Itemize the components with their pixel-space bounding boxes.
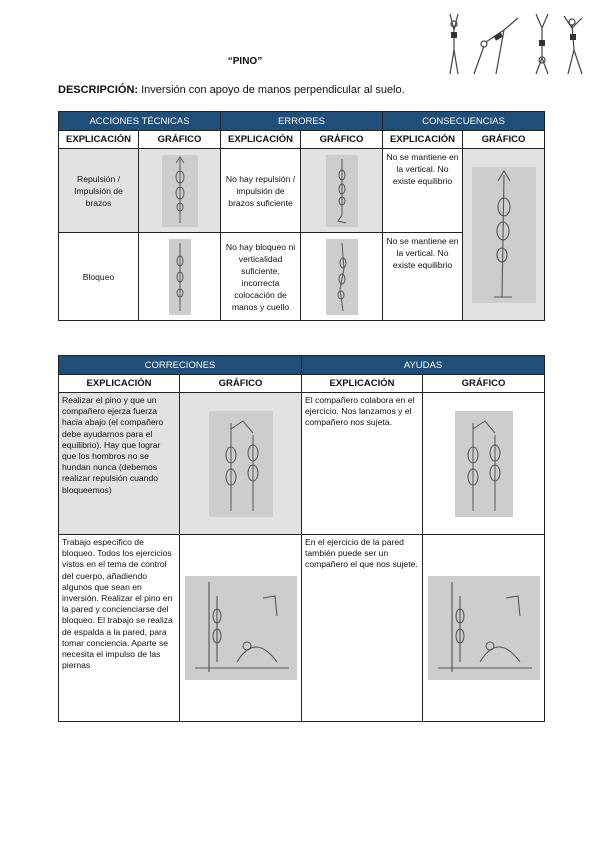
- help-graphic-cell: [423, 535, 545, 722]
- handstand-sketch-image: [326, 239, 358, 315]
- action-cell: Repulsión / Impulsión de brazos: [59, 149, 139, 233]
- error-graphic-cell: [301, 233, 383, 321]
- subheader-explicacion: EXPLICACIÓN: [383, 131, 463, 149]
- page-title: “PINO”: [227, 56, 263, 67]
- subheader-explicacion: EXPLICACIÓN: [59, 131, 139, 149]
- header-figure-sequence: [444, 10, 586, 80]
- action-cell: Bloqueo: [59, 233, 139, 321]
- subheader-explicacion: EXPLICACIÓN: [221, 131, 301, 149]
- handstand-sketch-image: [162, 155, 198, 227]
- description: [58, 84, 405, 96]
- consequence-cell: No se mantiene en la vertical. No existe equilibrio: [383, 149, 463, 233]
- handstand-sketch-image: [326, 155, 358, 227]
- partner-handstand-sketch-image: [209, 411, 273, 517]
- subheader-explicacion: EXPLICACIÓN: [59, 375, 180, 393]
- wall-handstand-sketch-image: [428, 576, 540, 680]
- error-cell: No hay repulsión / impulsión de brazos suficiente: [221, 149, 301, 233]
- corrections-help-table: [58, 355, 545, 722]
- correction-graphic-cell: [180, 393, 302, 535]
- subheader-grafico: GRÁFICO: [423, 375, 545, 393]
- subheader-grafico: GRÁFICO: [139, 131, 221, 149]
- header-ayudas: AYUDAS: [302, 356, 545, 375]
- error-graphic-cell: [301, 149, 383, 233]
- subheader-grafico: GRÁFICO: [301, 131, 383, 149]
- subheader-explicacion: EXPLICACIÓN: [302, 375, 423, 393]
- consequence-graphic-cell: [463, 149, 545, 321]
- description-text: Inversión con apoyo de manos perpendicular al suelo.: [138, 84, 405, 96]
- header-consecuencias: CONSECUENCIAS: [383, 112, 545, 131]
- action-graphic-cell: [139, 233, 221, 321]
- technique-table: [58, 111, 545, 321]
- header-correciones: CORRECIONES: [59, 356, 302, 375]
- handstand-sketch-image: [472, 167, 536, 303]
- header-acciones-tecnicas: ACCIONES TÉCNICAS: [59, 112, 221, 131]
- help-cell: El compañero colabora en el ejercicio. Nos lanzamos y el compañero nos sujeta.: [302, 393, 423, 535]
- subheader-grafico: GRÁFICO: [180, 375, 302, 393]
- header-errores: ERRORES: [221, 112, 383, 131]
- description-label: DESCRIPCIÓN:: [58, 84, 139, 96]
- correction-cell: Realizar el pino y que un compañero ejerza fuerza hacia abajo (el compañero debe ayudarnos para el equilibrio). Hay que lograr que los hombros no se hundan nunca (debemos realizar repulsión cuando bloqueemos): [59, 393, 180, 535]
- help-cell: En el ejercicio de la pared también puede ser un compañero el que nos sujete.: [302, 535, 423, 722]
- help-graphic-cell: [423, 393, 545, 535]
- action-graphic-cell: [139, 149, 221, 233]
- handstand-sketch-image: [169, 239, 191, 315]
- correction-cell: Trabajo específico de bloqueo. Todos los ejercicios vistos en el tema de control del cuerpo, añadiendo algunos que sean en inversión. Realizar el pino en la pared y concienciarse del bloqueo. El trabajo se realiza de espalda a la pared, para tomar conciencia. Aparte se necesita el impulso de las piernas: [59, 535, 180, 722]
- error-cell: No hay bloqueo ni verticalidad suficiente, incorrecta colocación de manos y cuello: [221, 233, 301, 321]
- partner-handstand-sketch-image: [455, 411, 513, 517]
- consequence-cell: No se mantiene en la vertical. No existe equilibrio: [383, 233, 463, 321]
- correction-graphic-cell: [180, 535, 302, 722]
- subheader-grafico: GRÁFICO: [463, 131, 545, 149]
- wall-handstand-sketch-image: [185, 576, 297, 680]
